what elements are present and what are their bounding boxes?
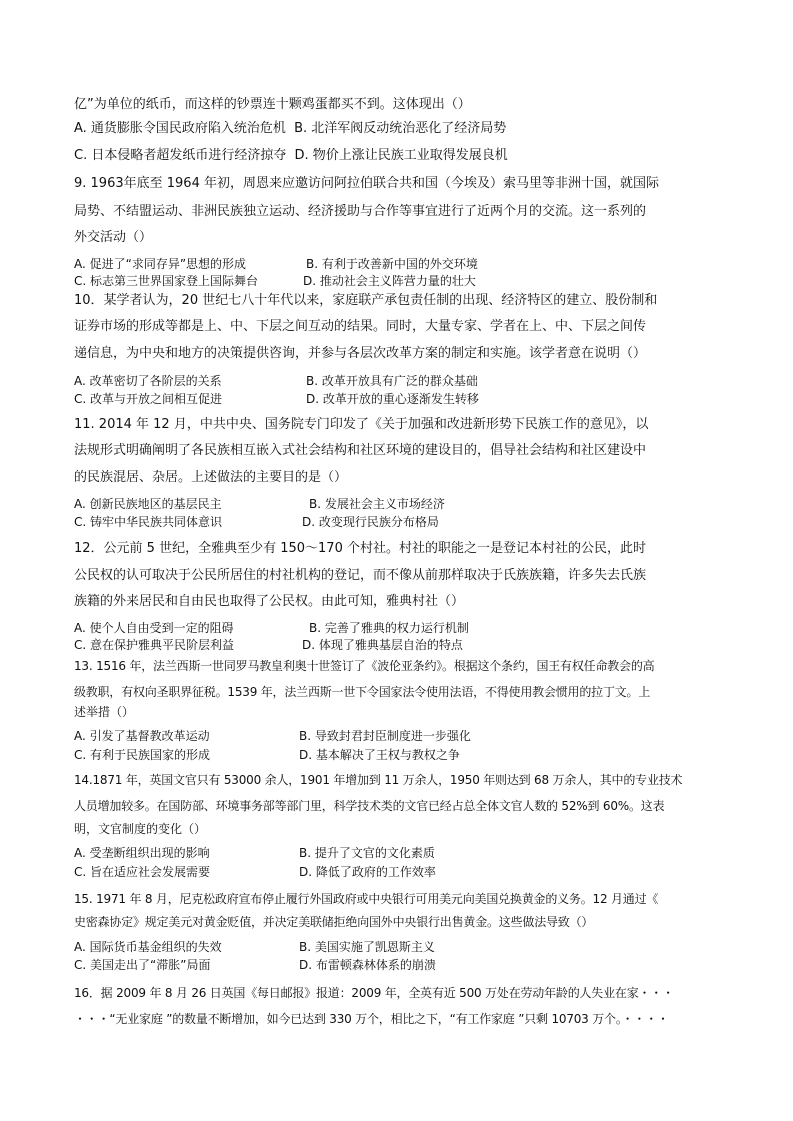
q10-stem-line2: 证券市场的形成等都是上、中、下层之间互动的结果。同时，大量专家、学者在上、中、下层之间传 bbox=[74, 319, 647, 334]
q11-stem-line1: 11. 2014 年 12 月，中共中央、国务院专门印发了《关于加强和改进新形势下民族工作的意见》，以 bbox=[74, 417, 649, 432]
q9-stem-line2: 局势、不结盟运动、非洲民族独立运动、经济援助与合作等事宜进行了近两个月的交流。这一系列的 bbox=[74, 204, 647, 219]
q10-option-a[interactable]: A. 改革密切了各阶层的关系 bbox=[74, 374, 222, 388]
q10-stem-line1: 10．某学者认为，20 世纪七八十年代以来，家庭联产承包责任制的出现、经济特区的建立、股份制和 bbox=[74, 293, 658, 308]
q13-stem-line2: 级教职，有权向圣职界征税。1539 年，法兰西斯一世下令国家法令使用法语，不得使用教会惯用的拉丁文。上 bbox=[74, 685, 651, 699]
q14-stem-line3: 明，文官制度的变化（） bbox=[74, 822, 207, 836]
q13-stem-line3: 述举措（） bbox=[74, 705, 135, 719]
q10-stem-line3: 递信息，为中央和地方的决策提供咨询，并参与各层次改革方案的制定和实施。该学者意在说明（） bbox=[74, 346, 647, 361]
q13-option-a[interactable]: A. 引发了基督教改革运动 bbox=[74, 729, 210, 743]
q10-option-b[interactable]: B. 改革开放具有广泛的群众基础 bbox=[306, 374, 478, 388]
q15-option-d[interactable]: D. 布雷顿森林体系的崩溃 bbox=[299, 958, 436, 972]
q11-option-d[interactable]: D. 改变现行民族分布格局 bbox=[302, 515, 439, 529]
q15-option-c[interactable]: C. 美国走出了“滞胀”局面 bbox=[74, 958, 211, 972]
q16-stem-line2: ・・・“无业家庭 ”的数量不断增加，如今已达到 330 万个，相比之下，“有工作家庭 ”只剩 10703 万个。・・・・ bbox=[74, 1012, 669, 1026]
q14-stem-line1: 14.1871 年，英国文官只有 53000 余人，1901 年增加到 11 万余人，1950 年则达到 68 万余人，其中的专业技术 bbox=[74, 773, 683, 787]
q12-stem-line2: 公民权的认可取决于公民所居住的村社机构的登记，而不像从前那样取决于氏族族籍，许多失去氏族 bbox=[74, 568, 647, 583]
q16-stem-line1: 16．据 2009 年 8 月 26 日英国《每日邮报》报道：2009 年，全英有近 500 万处在劳动年龄的人失业在家・・・ bbox=[74, 986, 674, 1000]
q12-stem-line1: 12．公元前 5 世纪，全雅典至少有 150～170 个村社。村社的职能之一是登记本村社的公民，此时 bbox=[74, 541, 646, 556]
q8-options-row2 bbox=[74, 147, 508, 164]
q12-option-d[interactable]: D. 体现了雅典基层自治的特点 bbox=[302, 638, 463, 652]
q9-option-c[interactable]: C. 标志第三世界国家登上国际舞台 bbox=[74, 274, 259, 288]
q8-option-d[interactable]: D. 物价上涨让民族工业取得发展良机 bbox=[294, 148, 508, 163]
q9-stem-line3: 外交活动（） bbox=[74, 230, 153, 245]
q9-stem-line1: 9. 1963年底至 1964 年初，周恩来应邀访问阿拉伯联合共和国（今埃及）索马里等非洲十国，就国际 bbox=[74, 176, 659, 191]
q15-stem-line2: 史密森协定》规定美元对黄金贬值，并决定美联储拒绝向国外中央银行出售黄金。这些做法导致（） bbox=[74, 915, 594, 929]
q15-option-a[interactable]: A. 国际货币基金组织的失效 bbox=[74, 940, 222, 954]
q11-option-a[interactable]: A. 创新民族地区的基层民主 bbox=[74, 497, 222, 511]
q9-option-b[interactable]: B. 有利于改善新中国的外交环境 bbox=[306, 257, 478, 271]
q11-option-b[interactable]: B. 发展社会主义市场经济 bbox=[309, 497, 445, 511]
q12-option-c[interactable]: C. 意在保护雅典平民阶层利益 bbox=[74, 638, 235, 652]
q14-option-a[interactable]: A. 受垄断组织出现的影响 bbox=[74, 846, 210, 860]
q8-stem-tail: 亿”为单位的纸币，而这样的钞票连十颗鸡蛋都买不到。这体现出（） bbox=[74, 97, 471, 112]
q8-option-b[interactable]: B. 北洋军阀反动统治恶化了经济局势 bbox=[294, 121, 507, 136]
q8-option-c[interactable]: C. 日本侵略者超发纸币进行经济掠夺 bbox=[74, 148, 287, 163]
q13-option-b[interactable]: B. 导致封君封臣制度进一步强化 bbox=[299, 729, 471, 743]
q15-stem-line1: 15. 1971 年 8 月，尼克松政府宣布停止履行外国政府或中央银行可用美元向美国兑换黄金的义务。12 月通过《 bbox=[74, 892, 659, 906]
q12-option-b[interactable]: B. 完善了雅典的权力运行机制 bbox=[309, 621, 469, 635]
q8-option-a[interactable]: A. 通货膨胀令国民政府陷入统治危机 bbox=[74, 121, 286, 136]
q9-option-d[interactable]: D. 推动社会主义阵营力量的壮大 bbox=[303, 274, 476, 288]
q11-stem-line3: 的民族混居、杂居。上述做法的主要目的是（） bbox=[74, 470, 348, 485]
q14-option-c[interactable]: C. 旨在适应社会发展需要 bbox=[74, 865, 211, 879]
q14-stem-line2: 人员增加较多。在国防部、环境事务部等部门里，科学技术类的文官已经占总全体文官人数的 52%到 60%。这表 bbox=[74, 799, 665, 813]
q15-option-b[interactable]: B. 美国实施了凯恩斯主义 bbox=[299, 940, 435, 954]
q14-option-b[interactable]: B. 提升了文官的文化素质 bbox=[299, 846, 435, 860]
q13-option-c[interactable]: C. 有利于民族国家的形成 bbox=[74, 748, 211, 762]
q12-option-a[interactable]: A. 使个人自由受到一定的阻碍 bbox=[74, 621, 234, 635]
q10-option-d[interactable]: D. 改革开放的重心逐渐发生转移 bbox=[306, 392, 479, 406]
q11-option-c[interactable]: C. 铸牢中华民族共同体意识 bbox=[74, 515, 223, 529]
q9-option-a[interactable]: A. 促进了“求同存异”思想的形成 bbox=[74, 257, 247, 271]
q12-stem-line3: 族籍的外来居民和自由民也取得了公民权。由此可知，雅典村社（） bbox=[74, 594, 465, 609]
q10-option-c[interactable]: C. 改革与开放之间相互促进 bbox=[74, 392, 223, 406]
q11-stem-line2: 法规形式明确阐明了各民族相互嵌入式社会结构和社区环境的建设目的，倡导社会结构和社区建设中 bbox=[74, 443, 647, 458]
q13-option-d[interactable]: D. 基本解决了王权与教权之争 bbox=[299, 748, 460, 762]
q13-stem-line1: 13. 1516 年，法兰西斯一世同罗马教皇利奥十世签订了《波伦亚条约》。根据这个条约，国王有权任命教会的高 bbox=[74, 659, 655, 673]
q8-options-row1 bbox=[74, 120, 506, 137]
q14-option-d[interactable]: D. 降低了政府的工作效率 bbox=[299, 865, 436, 879]
